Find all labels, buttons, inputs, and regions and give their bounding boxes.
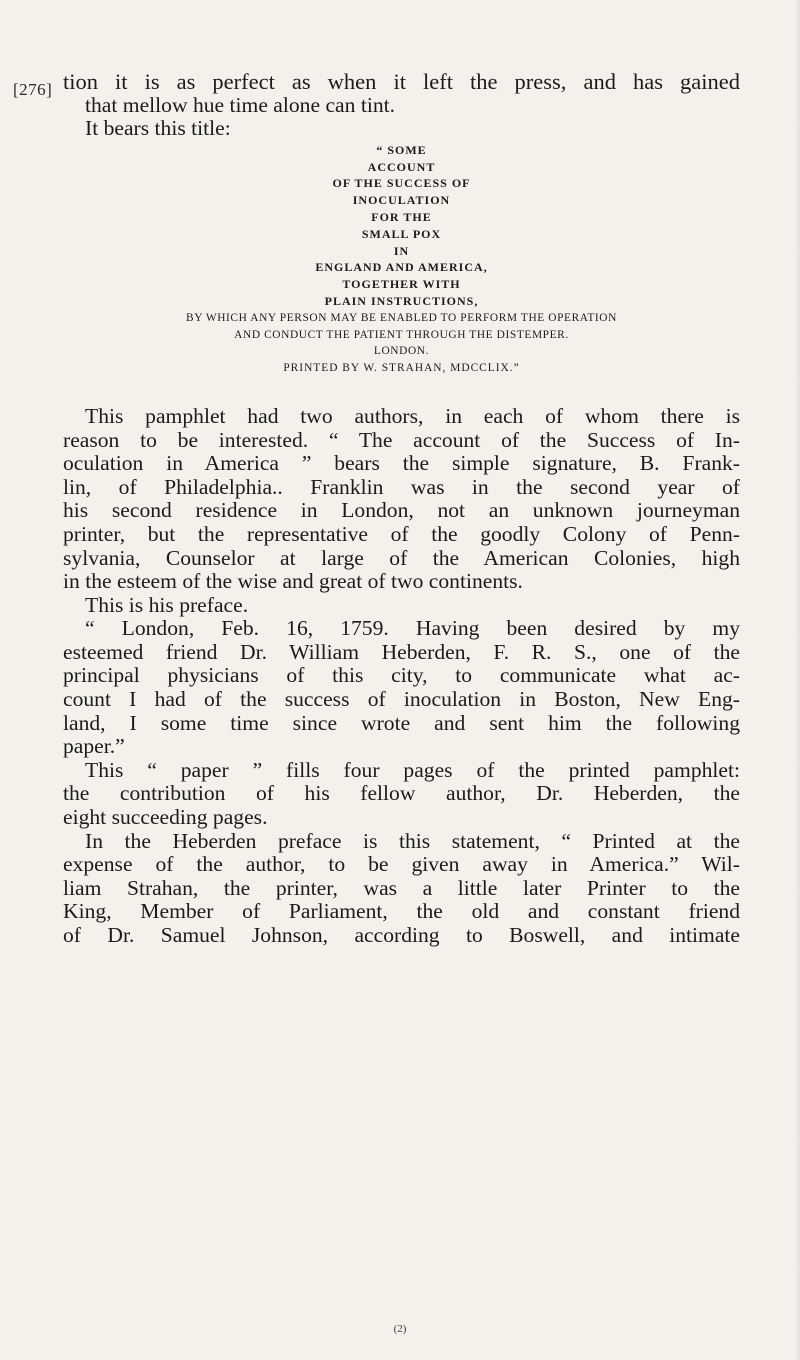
page-edge-shadow [794,0,800,1360]
text-line: sylvania, Counselor at large of the American Colonies, high [63,545,740,570]
text-line: of Dr. Samuel Johnson, according to Boswell, and intimate [63,923,740,947]
title-line: PLAIN INSTRUCTIONS, [324,293,479,308]
text-line: In the Heberden preface is this statement, “ Printed at the [85,828,740,853]
text-line: his second residence in London, not an unknown journeyman [63,498,740,523]
text-line: printer, but the representative of the goodly Colony of Penn- [63,521,740,546]
paragraph-paper [63,759,740,830]
text-line: This is his preface. [85,592,249,617]
text-line: liam Strahan, the printer, was a little later Printer to the [63,875,740,900]
text-line: expense of the author, to be given away in America.” Wil- [63,852,740,877]
body-text [63,405,740,948]
text-line: paper.” [63,734,125,759]
page-folio: (2) [393,1323,407,1335]
title-line: INOCULATION [352,193,451,208]
text-line: principal physicians of this city, to communicate what ac- [63,663,740,688]
paragraph-strahan [63,830,740,948]
title-line: FOR THE [371,209,432,224]
text-line: reason to be interested. “ The account of the Success of In- [63,427,740,452]
title-line: ENGLAND AND AMERICA, [315,260,488,275]
text-line: This pamphlet had two authors, in each of whom there is [85,403,740,428]
paragraph-authors [63,405,740,594]
text-line: land, I some time since wrote and sent him the following [63,710,740,735]
title-line: OF THE SUCCESS OF [332,176,471,191]
title-line: SMALL POX [361,226,442,241]
paragraph-preface-quote [63,617,740,759]
title-byline: BY WHICH ANY PERSON MAY BE ENABLED TO PERFORM THE OPERATION [186,311,617,324]
title-printer: PRINTED BY W. STRAHAN, MDCCLIX.” [283,362,520,375]
text-line: the contribution of his fellow author, Dr. Heberden, the [63,781,740,806]
title-place: LONDON. [373,345,430,358]
quoted-title-page [63,142,740,377]
text-line: tion it is as perfect as when it left the press, and has gained [63,69,740,94]
text-line: count I had of the success of inoculation in Boston, New Eng- [63,687,740,712]
text-line: oculation in America ” bears the simple signature, B. Frank- [63,451,740,476]
text-line: that mellow hue time alone can tint. [85,92,396,117]
text-line: This “ paper ” fills four pages of the printed pamphlet: [85,757,740,782]
title-line: “ SOME [376,142,427,157]
text-line: in the esteem of the wise and great of two continents. [63,569,523,594]
text-line: It bears this title: [85,116,231,141]
title-line: ACCOUNT [367,159,436,174]
page-reference-number: [276] [13,80,53,99]
text-line: lin, of Philadelphia.. Franklin was in the second year of [63,474,740,499]
text-column [63,70,740,948]
text-line: King, Member of Parliament, the old and constant friend [63,899,740,924]
text-line: esteemed friend Dr. William Heberden, F. R. S., one of the [63,639,740,664]
text-line: “ London, Feb. 16, 1759. Having been desired by my [85,616,740,641]
paragraph-preface-intro [63,594,740,618]
opening-paragraph [63,70,740,141]
title-byline: AND CONDUCT THE PATIENT THROUGH THE DISTEMPER. [234,328,569,341]
title-line: TOGETHER WITH [342,277,461,292]
text-line: eight succeeding pages. [63,805,268,830]
title-line: IN [393,243,410,258]
